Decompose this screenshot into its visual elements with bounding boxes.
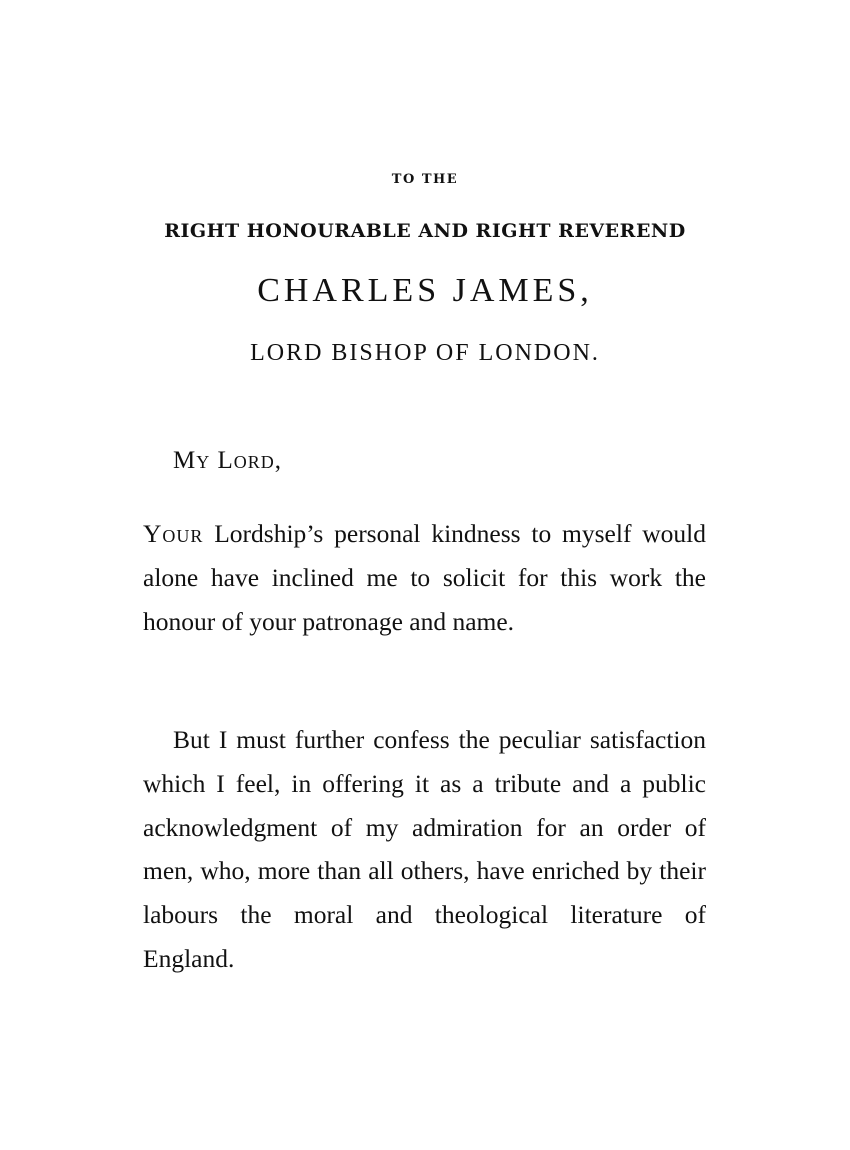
letter-paragraph-2: But I must further confess the peculiar satisfaction which I feel, in offering it as a tribute and a public acknowledgment of my admiration for an order of men, who, more than all others, have enriched by their labours the moral and theological literature of England.: [143, 725, 706, 973]
dedication-title-line: RIGHT HONOURABLE AND RIGHT REVEREND: [164, 220, 686, 242]
letter-salutation: My Lord,: [173, 447, 283, 474]
dedicatee-name: CHARLES JAMES,: [257, 272, 593, 309]
dedicatee-office: LORD BISHOP OF LONDON.: [250, 340, 600, 366]
letter-paragraph-1: [143, 512, 706, 643]
paragraph-1-text: Lordship’s personal kindness to myself would alone have inclined me to solicit for this work the honour of your patronage and name.: [143, 519, 706, 636]
dedication-to-the: TO THE: [391, 172, 459, 187]
paragraph-1-lead-word: Your: [143, 519, 204, 548]
